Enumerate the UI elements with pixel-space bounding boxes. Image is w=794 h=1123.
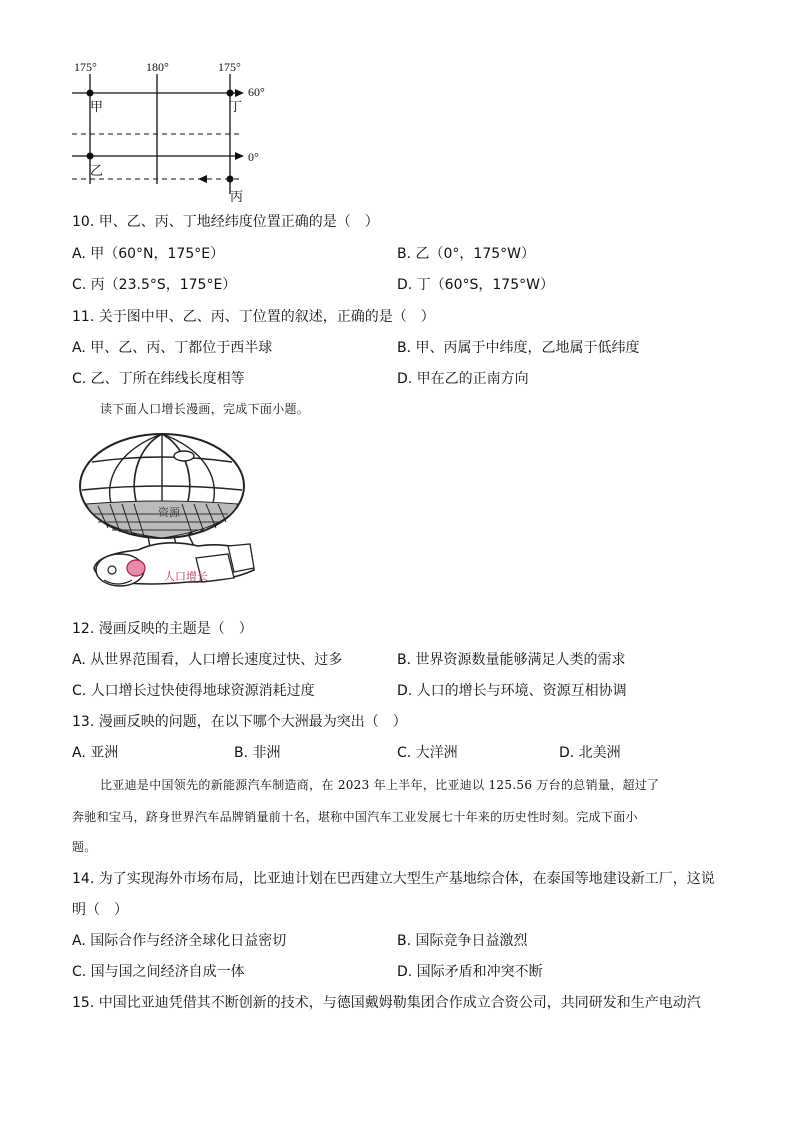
resource-label: 资源 bbox=[158, 506, 180, 519]
lat-label-60: 60° bbox=[248, 85, 265, 99]
q12-option-c: C. 人口增长过快使得地球资源消耗过度 bbox=[72, 683, 315, 699]
point-ding-label: 丁 bbox=[229, 100, 243, 115]
q11-stem: 11. 关于图中甲、乙、丙、丁位置的叙述，正确的是（ ） bbox=[72, 309, 435, 325]
q13-option-c: C. 大洋洲 bbox=[397, 745, 458, 761]
lat-lon-map bbox=[66, 58, 286, 208]
byd-intro-line-2: 奔驰和宝马，跻身世界汽车品牌销量前十名，堪称中国汽车工业发展七十年来的历史性时刻。完成下面小 bbox=[72, 810, 638, 824]
q10-option-b: B. 乙（0°，175°W） bbox=[397, 246, 535, 262]
q13-stem: 13. 漫画反映的问题，在以下哪个大洲最为突出（ ） bbox=[72, 714, 407, 730]
byd-intro-line-1: 比亚迪是中国领先的新能源汽车制造商，在 2023 年上半年，比亚迪以 125.56 万台的总销量，超过了 bbox=[100, 778, 660, 792]
point-bing-label: 丙 bbox=[230, 190, 244, 205]
q14-stem-line-1: 14. 为了实现海外市场布局，比亚迪计划在巴西建立大型生产基地综合体，在泰国等地建设新工厂，这说 bbox=[72, 871, 715, 887]
q12-stem: 12. 漫画反映的主题是（ ） bbox=[72, 621, 253, 637]
q10-option-a: A. 甲（60°N，175°E） bbox=[72, 246, 225, 262]
lon-label-right: 175° bbox=[218, 60, 241, 74]
q13-option-d: D. 北美洲 bbox=[559, 745, 621, 761]
point-yi-label: 乙 bbox=[90, 164, 104, 179]
q12-option-d: D. 人口的增长与环境、资源互相协调 bbox=[397, 683, 627, 699]
q11-option-c: C. 乙、丁所在纬线长度相等 bbox=[72, 371, 245, 387]
q14-option-d: D. 国际矛盾和冲突不断 bbox=[397, 964, 543, 980]
q13-option-b: B. 非洲 bbox=[234, 745, 281, 761]
q10-option-c: C. 丙（23.5°S，175°E） bbox=[72, 277, 237, 293]
byd-intro-line-3: 题。 bbox=[72, 840, 97, 854]
q13-option-a: A. 亚洲 bbox=[72, 745, 119, 761]
lat-label-0: 0° bbox=[248, 150, 259, 164]
q12-option-b: B. 世界资源数量能够满足人类的需求 bbox=[397, 652, 626, 668]
lon-label-mid: 180° bbox=[146, 60, 169, 74]
point-jia-label: 甲 bbox=[90, 100, 104, 115]
q12-option-a: A. 从世界范围看，人口增长速度过快、过多 bbox=[72, 652, 343, 668]
q15-stem-line-1: 15. 中国比亚迪凭借其不断创新的技术，与德国戴姆勒集团合作成立合资公司，共同研发和生产电动汽 bbox=[72, 995, 701, 1011]
q14-option-b: B. 国际竞争日益激烈 bbox=[397, 933, 528, 949]
q11-option-d: D. 甲在乙的正南方向 bbox=[397, 371, 529, 387]
cartoon-intro: 读下面人口增长漫画，完成下面小题。 bbox=[100, 402, 310, 416]
q11-option-a: A. 甲、乙、丙、丁都位于西半球 bbox=[72, 340, 273, 356]
q14-option-a: A. 国际合作与经济全球化日益密切 bbox=[72, 933, 287, 949]
lon-label-left: 175° bbox=[74, 60, 97, 74]
map-lines bbox=[66, 58, 286, 208]
population-label: 人口增长 bbox=[164, 570, 208, 583]
q11-option-b: B. 甲、丙属于中纬度，乙地属于低纬度 bbox=[397, 340, 640, 356]
q14-option-c: C. 国与国之间经济自成一体 bbox=[72, 964, 245, 980]
q10-option-d: D. 丁（60°S，175°W） bbox=[397, 277, 554, 293]
q10-stem: 10. 甲、乙、丙、丁地经纬度位置正确的是（ ） bbox=[72, 214, 379, 230]
q14-stem-line-2: 明（ ） bbox=[72, 902, 128, 918]
population-cartoon bbox=[78, 432, 266, 604]
